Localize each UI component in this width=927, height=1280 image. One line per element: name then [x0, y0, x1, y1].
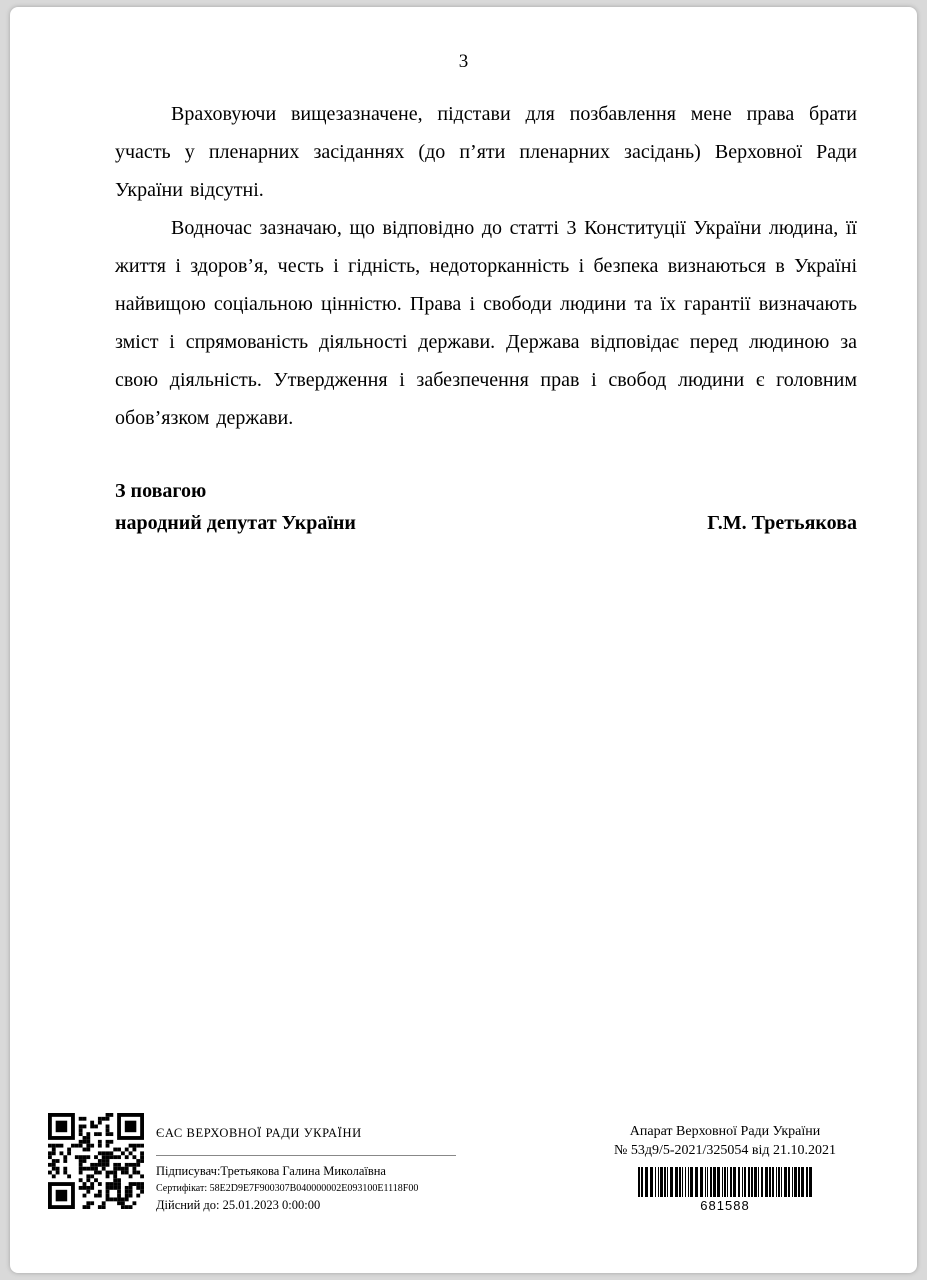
document-body [115, 95, 857, 437]
signature-salutation: З повагою [115, 480, 207, 502]
qr-code-icon [48, 1113, 144, 1209]
certificate-line: Сертифікат: 58E2D9E7F900307B040000002E093100E1118F00 [156, 1183, 419, 1194]
digital-signature-info [156, 1126, 486, 1213]
body-paragraph: Враховуючи вищезазначене, підстави для позбавлення мене права брати участь у пленарних засіданнях (до п’яти пленарних засідань) Верховної Ради України відсутні. [115, 103, 857, 201]
signer-name: Г.М. Третьякова [707, 512, 857, 534]
validity-line: Дійсний до: 25.01.2023 0:00:00 [156, 1198, 321, 1212]
registration-number-line: № 53д9/5-2021/325054 від 21.10.2021 [613, 1143, 837, 1158]
signer-line: Підписувач:Третьякова Галина Миколаївна [156, 1164, 386, 1178]
barcode [636, 1167, 814, 1197]
signer-role: народний депутат України [115, 512, 356, 534]
registration-info [595, 1124, 855, 1215]
body-paragraph: Водночас зазначаю, що відповідно до статті 3 Конституції України людина, її життя і здоров’я, честь і гідність, недоторканність і безпека визнаються в Україні найвищою соціальною цінністю. Права і свободи людини та їх гарантії визначають зміст і спрямованість діяльності держави. Держава відповідає перед людиною за свою діяльність. Утвердження і забезпечення прав і свобод людини є головним обов’язком держави. [115, 217, 857, 429]
document-page [10, 7, 917, 1273]
barcode-number: 681588 [700, 1198, 750, 1213]
eas-system-label: ЄАС ВЕРХОВНОЇ РАДИ УКРАЇНИ [156, 1126, 362, 1140]
org-line: Апарат Верховної Ради України [629, 1124, 821, 1139]
page-number: 3 [458, 51, 469, 72]
footer-divider [156, 1155, 456, 1156]
signature-block [115, 475, 857, 539]
